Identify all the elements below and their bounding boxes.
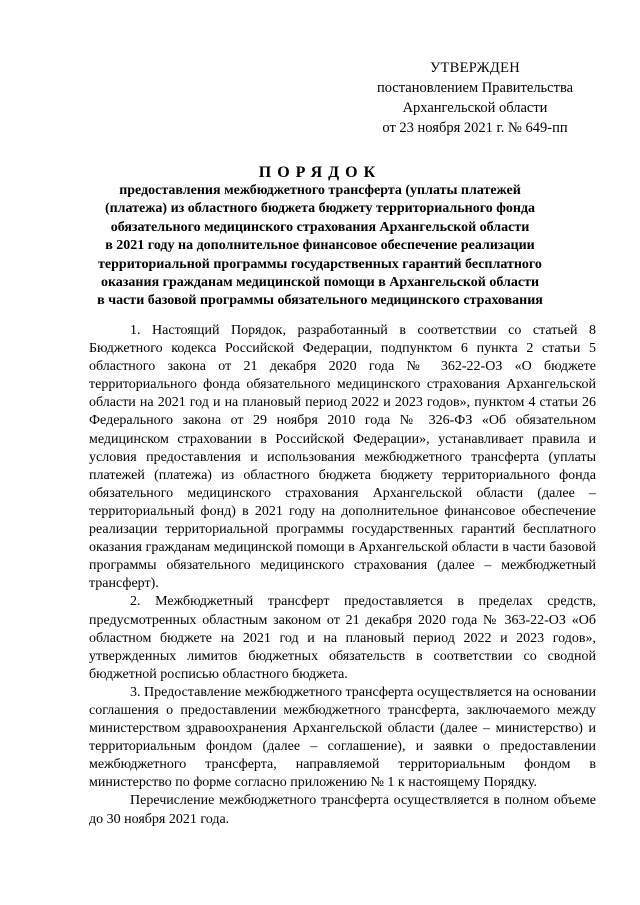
- subtitle-line: в части базовой программы обязательного медицинского страхования: [97, 293, 543, 309]
- approval-heading: УТВЕРЖДЕН: [429, 60, 521, 76]
- subtitle-line: обязательного медицинского страхования Архангельской области: [110, 219, 530, 235]
- document-title: ПОРЯДОК: [258, 164, 382, 181]
- subtitle-line: территориальной программы государственных гарантий бесплатного: [98, 256, 542, 272]
- approval-line-2: Архангельской области: [402, 100, 548, 116]
- paragraph-1: 1. Настоящий Порядок, разработанный в соответствии со статьей 8 Бюджетного кодекса Российской Федерации, подпунктом 6 пункта 2 статьи 5 областного закона от 21 декабря 2020 года № 362-22-ОЗ «О бюджете территориального фонда обязательного медицинского страхования Архангельской области на 2021 год и на плановый период 2022 и 2023 годов», пунктом 4 статьи 26 Федерального закона от 29 ноября 2010 года № 326-ФЗ «Об обязательном медицинском страховании в Российской Федерации», устанавливает правила и условия предоставления и использования межбюджетного трансферта (уплаты платежей (платежа) из областного бюджета бюджету территориального фонда обязательного медицинского страхования Архангельской области (далее – территориальный фонд) в 2021 году на дополнительное финансовое обеспечение реализации территориальной программы государственных гарантий бесплатного оказания гражданам медицинской помощи в Архангельской области в части базовой программы обязательного медицинского страхования (далее – межбюджетный трансферт).: [89, 323, 596, 592]
- subtitle-line: предоставления межбюджетного трансферта (уплаты платежей: [119, 183, 521, 198]
- approval-line-1: постановлением Правительства: [376, 80, 574, 96]
- document-body: [89, 322, 596, 829]
- paragraph-3: 3. Предоставление межбюджетного трансферта осуществляется на основании соглашения о предоставлении межбюджетного трансферта, заключаемого между министерством здравоохранения Архангельской области (далее – министерство) и территориальным фондом (далее – соглашение), и заявки о предоставлении межбюджетного трансферта, направляемой территориальным фондом в министерство по форме согласно приложению № 1 к настоящему Порядку.: [89, 684, 596, 791]
- paragraph-4: Перечисление межбюджетного трансферта осуществляется в полном объеме до 30 ноября 2021 года.: [89, 793, 596, 827]
- subtitle-line: оказания гражданам медицинской помощи в Архангельской области: [100, 275, 540, 291]
- subtitle-line: (платежа) из областного бюджета бюджету территориального фонда: [104, 201, 536, 217]
- subtitle-line: в 2021 году на дополнительное финансовое обеспечение реализации: [105, 238, 535, 254]
- paragraph-2: 2. Межбюджетный трансферт предоставляется в пределах средств, предусмотренных областным законом от 21 декабря 2020 года № 363-22-ОЗ «Об областном бюджете на 2021 год и на плановый период 2022 и 2023 годов», утвержденных лимитов бюджетных обязательств в соответствии со сводной бюджетной росписью областного бюджета.: [89, 594, 596, 682]
- approval-stamp: [370, 58, 580, 138]
- approval-line-3: от 23 ноября 2021 г. № 649-пп: [382, 120, 568, 136]
- document-subtitle: [60, 182, 580, 311]
